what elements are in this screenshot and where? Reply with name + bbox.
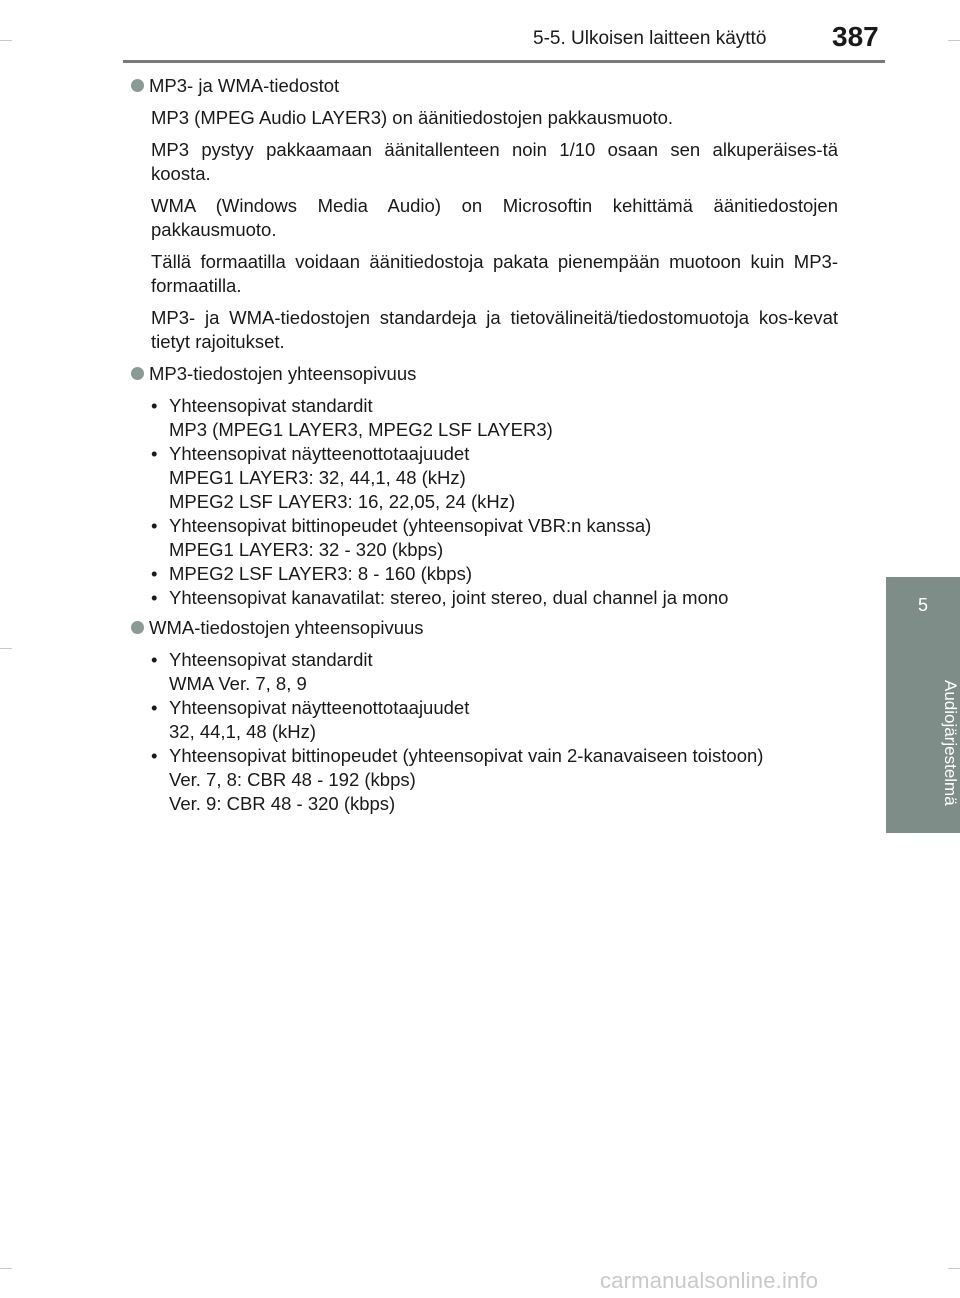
- page-number: 387: [832, 21, 879, 52]
- bullet-icon: •: [151, 649, 158, 670]
- list-item: • Yhteensopivat standardit MP3 (MPEG1 LAYER3, MPEG2 LSF LAYER3): [151, 395, 553, 440]
- crop-mark: [948, 40, 960, 41]
- chapter-label: Audiojärjestelmä: [941, 680, 960, 806]
- section-heading: MP3-tiedostojen yhteensopivuus: [131, 362, 838, 386]
- chapter-number: 5: [917, 595, 928, 615]
- spec-list: [151, 394, 838, 610]
- list-item: • Yhteensopivat bittinopeudet (yhteensopivat VBR:n kanssa) MPEG1 LAYER3: 32 - 320 (kbps): [151, 515, 652, 560]
- chapter-tab: [886, 577, 960, 833]
- paragraph: MP3 pystyy pakkaamaan äänitallenteen noin 1/10 osaan sen alkuperäises-tä koosta.: [151, 139, 838, 184]
- list-item: • Yhteensopivat näytteenottotaajuudet 32, 44,1, 48 (kHz): [151, 697, 470, 742]
- bullet-icon: •: [151, 587, 158, 608]
- spec-list: [151, 648, 838, 816]
- watermark: carmanualsonline.info: [600, 1268, 819, 1293]
- paragraph: WMA (Windows Media Audio) on Microsoftin kehittämä äänitiedostojen pakkausmuoto.: [151, 195, 838, 240]
- list-item: • MPEG2 LSF LAYER3: 8 - 160 (kbps): [151, 563, 472, 584]
- page-content: [131, 74, 838, 816]
- bullet-icon: •: [151, 395, 158, 416]
- list-item: • Yhteensopivat kanavatilat: stereo, joint stereo, dual channel ja mono: [151, 587, 729, 608]
- crop-mark: [0, 40, 12, 41]
- paragraph: Tällä formaatilla voidaan äänitiedostoja pakata pienempään muotoon kuin MP3-formaatilla.: [151, 251, 838, 296]
- bullet-icon: •: [151, 697, 158, 718]
- section-heading: MP3- ja WMA-tiedostot: [131, 74, 838, 98]
- header-rule: [123, 60, 885, 63]
- bullet-icon: •: [151, 515, 158, 536]
- crop-mark: [0, 648, 12, 649]
- bullet-circle-icon: [131, 79, 144, 92]
- list-item: • Yhteensopivat bittinopeudet (yhteensopivat vain 2-kanavaiseen toistoon) Ver. 7, 8: CBR 48 - 192 (kbps) Ver. 9: CBR 48 - 320 (kbps): [151, 745, 764, 814]
- bullet-icon: •: [151, 443, 158, 464]
- bullet-icon: •: [151, 745, 158, 766]
- list-item: • Yhteensopivat standardit WMA Ver. 7, 8, 9: [151, 649, 373, 694]
- bullet-circle-icon: [131, 367, 144, 380]
- crop-mark: [948, 1268, 960, 1269]
- bullet-circle-icon: [131, 621, 144, 634]
- section-title: 5-5. Ulkoisen laitteen käyttö: [533, 28, 767, 49]
- paragraph: MP3- ja WMA-tiedostojen standardeja ja tietovälineitä/tiedostomuotoja kos-kevat tietyt rajoitukset.: [151, 307, 838, 352]
- list-item: • Yhteensopivat näytteenottotaajuudet MPEG1 LAYER3: 32, 44,1, 48 (kHz) MPEG2 LSF LAYER3: 16, 22,05, 24 (kHz): [151, 443, 516, 512]
- section-heading: WMA-tiedostojen yhteensopivuus: [131, 616, 838, 640]
- paragraph: MP3 (MPEG Audio LAYER3) on äänitiedostojen pakkausmuoto.: [151, 107, 674, 128]
- bullet-icon: •: [151, 563, 158, 584]
- crop-mark: [0, 1268, 12, 1269]
